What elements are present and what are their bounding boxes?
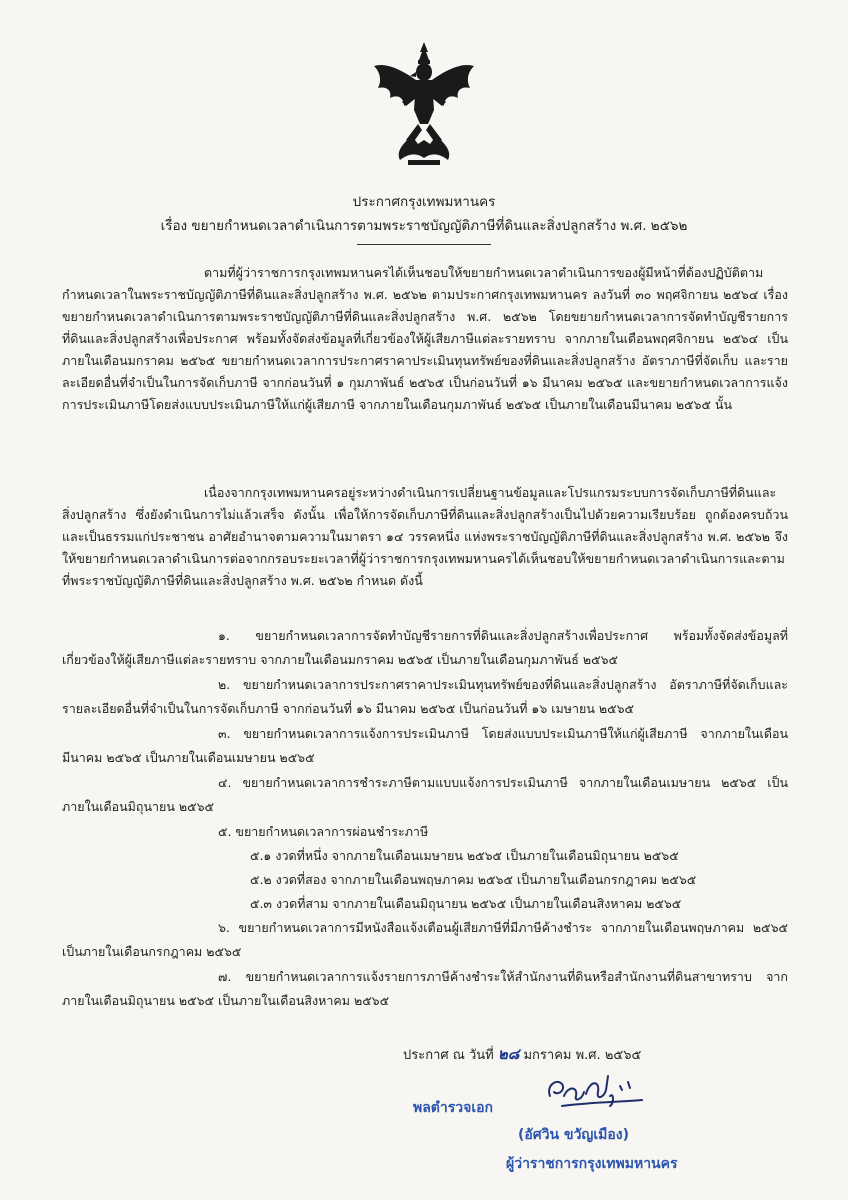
announcement-org: ประกาศกรุงเทพมหานคร [352, 194, 496, 210]
date-day: ๒๘ [497, 1045, 520, 1063]
list-subitem-5-2: ๕.๒ งวดที่สอง จากภายในเดือนพฤษภาคม ๒๕๖๕ เป็นภายในเดือนกรกฎาคม ๒๕๖๕ [250, 872, 697, 887]
list-item-5: ๕. ขยายกำหนดเวลาการผ่อนชำระภาษี [218, 824, 429, 839]
garuda-emblem-icon [372, 40, 476, 170]
list-item-2: ๒. ขยายกำหนดเวลาการประกาศราคาประเมินทุนทรัพย์ของที่ดินและสิ่งปลูกสร้าง อัตราภาษีที่จัดเก็บและรายละเอียดอื่นที่จำเป็นในการจัดเก็บภาษี จากก่อนวันที่ ๑๖ มีนาคม ๒๕๖๕ เป็นก่อนวันที่ ๑๖ เมษายน ๒๕๖๕ [62, 677, 788, 716]
list-item-3: ๓. ขยายกำหนดเวลาการแจ้งการประเมินภาษี โดยส่งแบบประเมินภาษีให้แก่ผู้เสียภาษี จากภายในเดือนมีนาคม ๒๕๖๕ เป็นภายในเดือนเมษายน ๒๕๖๕ [62, 726, 788, 765]
handwritten-signature-icon [542, 1066, 662, 1112]
signatory-rank: พลตำรวจเอก [413, 1100, 494, 1116]
date-prefix: ประกาศ ณ วันที่ [403, 1048, 494, 1063]
list-item-6: ๖. ขยายกำหนดเวลาการมีหนังสือแจ้งเตือนผู้เสียภาษีที่มีภาษีค้างชำระ จากภายในเดือนพฤษภาคม ๒๕๖๕ เป็นภายในเดือนกรกฎาคม ๒๕๖๕ [62, 920, 788, 959]
list-item-4: ๔. ขยายกำหนดเวลาการชำระภาษีตามแบบแจ้งการประเมินภาษี จากภายในเดือนเมษายน ๒๕๖๕ เป็นภายในเดือนมิถุนายน ๒๕๖๕ [62, 775, 788, 814]
list-item-7: ๗. ขยายกำหนดเวลาการแจ้งรายการภาษีค้างชำระให้สำนักงานที่ดินหรือสำนักงานที่ดินสาขาทราบ จากภายในเดือนมิถุนายน ๒๕๖๕ เป็นภายในเดือนสิงหาคม ๒๕๖๕ [62, 969, 788, 1008]
signatory-name: (อัศวิน ขวัญเมือง) [518, 1127, 630, 1143]
body-paragraph-2: เนื่องจากกรุงเทพมหานครอยู่ระหว่างดำเนินการเปลี่ยนฐานข้อมูลและโปรแกรมระบบการจัดเก็บภาษีที่ดินและสิ่งปลูกสร้าง ซึ่งยังดำเนินการไม่แล้วเสร็จ ดังนั้น เพื่อให้การจัดเก็บภาษีที่ดินและสิ่งปลูกสร้างเป็นไปด้วยความเรียบร้อย ถูกต้องครบถ้วน และเป็นธรรมแก่ประชาชน อาศัยอำนาจตามความในมาตรา ๑๔ วรรคหนึ่ง แห่งพระราชบัญญัติภาษีที่ดินและสิ่งปลูกสร้าง พ.ศ. ๒๕๖๒ จึงให้ขยายกำหนดเวลาดำเนินการต่อจากกรอบระยะเวลาที่ผู้ว่าราชการกรุงเทพมหานครได้เห็นชอบให้ขยายกำหนดเวลาดำเนินการและตามที่พระราชบัญญัติภาษีที่ดินและสิ่งปลูกสร้าง พ.ศ. ๒๕๖๒ กำหนด ดังนี้ [62, 485, 788, 588]
list-subitem-5-1: ๕.๑ งวดที่หนึ่ง จากภายในเดือนเมษายน ๒๕๖๕ เป็นภายในเดือนมิถุนายน ๒๕๖๕ [250, 848, 679, 863]
signatory-position: ผู้ว่าราชการกรุงเทพมหานคร [506, 1156, 678, 1172]
title-divider [357, 244, 491, 245]
body-paragraph-1: ตามที่ผู้ว่าราชการกรุงเทพมหานครได้เห็นชอบให้ขยายกำหนดเวลาดำเนินการของผู้มีหน้าที่ต้องปฏิบัติตามกำหนดเวลาในพระราชบัญญัติภาษีที่ดินและสิ่งปลูกสร้าง พ.ศ. ๒๕๖๒ ตามประกาศกรุงเทพมหานคร ลงวันที่ ๓๐ พฤศจิกายน ๒๕๖๔ เรื่อง ขยายกำหนดเวลาดำเนินการตามพระราชบัญญัติภาษีที่ดินและสิ่งปลูกสร้าง พ.ศ. ๒๕๖๒ โดยขยายกำหนดเวลาการจัดทำบัญชีรายการที่ดินและสิ่งปลูกสร้างเพื่อประกาศ พร้อมทั้งจัดส่งข้อมูลที่เกี่ยวข้องให้ผู้เสียภาษีแต่ละรายทราบ จากภายในเดือนพฤศจิกายน ๒๕๖๔ เป็นภายในเดือนมกราคม ๒๕๖๕ ขยายกำหนดเวลาการประกาศราคาประเมินทุนทรัพย์ของที่ดินและสิ่งปลูกสร้าง อัตราภาษีที่จัดเก็บ และรายละเอียดอื่นที่จำเป็นในการจัดเก็บภาษี จากก่อนวันที่ ๑ กุมภาพันธ์ ๒๕๖๕ เป็นก่อนวันที่ ๑๖ มีนาคม ๒๕๖๕ และขยายกำหนดเวลาการแจ้งการประเมินภาษีโดยส่งแบบประเมินภาษีให้แก่ผู้เสียภาษี จากภายในเดือนกุมภาพันธ์ ๒๕๖๕ เป็นภายในเดือนมีนาคม ๒๕๖๕ นั้น [62, 265, 788, 412]
list-item-1: ๑. ขยายกำหนดเวลาการจัดทำบัญชีรายการที่ดินและสิ่งปลูกสร้างเพื่อประกาศ พร้อมทั้งจัดส่งข้อมูลที่เกี่ยวข้องให้ผู้เสียภาษีแต่ละรายทราบ จากภายในเดือนมกราคม ๒๕๖๕ เป็นภายในเดือนกุมภาพันธ์ ๒๕๖๕ [62, 628, 788, 667]
announcement-date [403, 1042, 641, 1066]
announcement-subject: เรื่อง ขยายกำหนดเวลาดำเนินการตามพระราชบัญญัติภาษีที่ดินและสิ่งปลูกสร้าง พ.ศ. ๒๕๖๒ [160, 218, 688, 234]
date-suffix: มกราคม พ.ศ. ๒๕๖๕ [523, 1048, 642, 1063]
list-subitem-5-3: ๕.๓ งวดที่สาม จากภายในเดือนมิถุนายน ๒๕๖๕ เป็นภายในเดือนสิงหาคม ๒๕๖๕ [250, 896, 682, 911]
